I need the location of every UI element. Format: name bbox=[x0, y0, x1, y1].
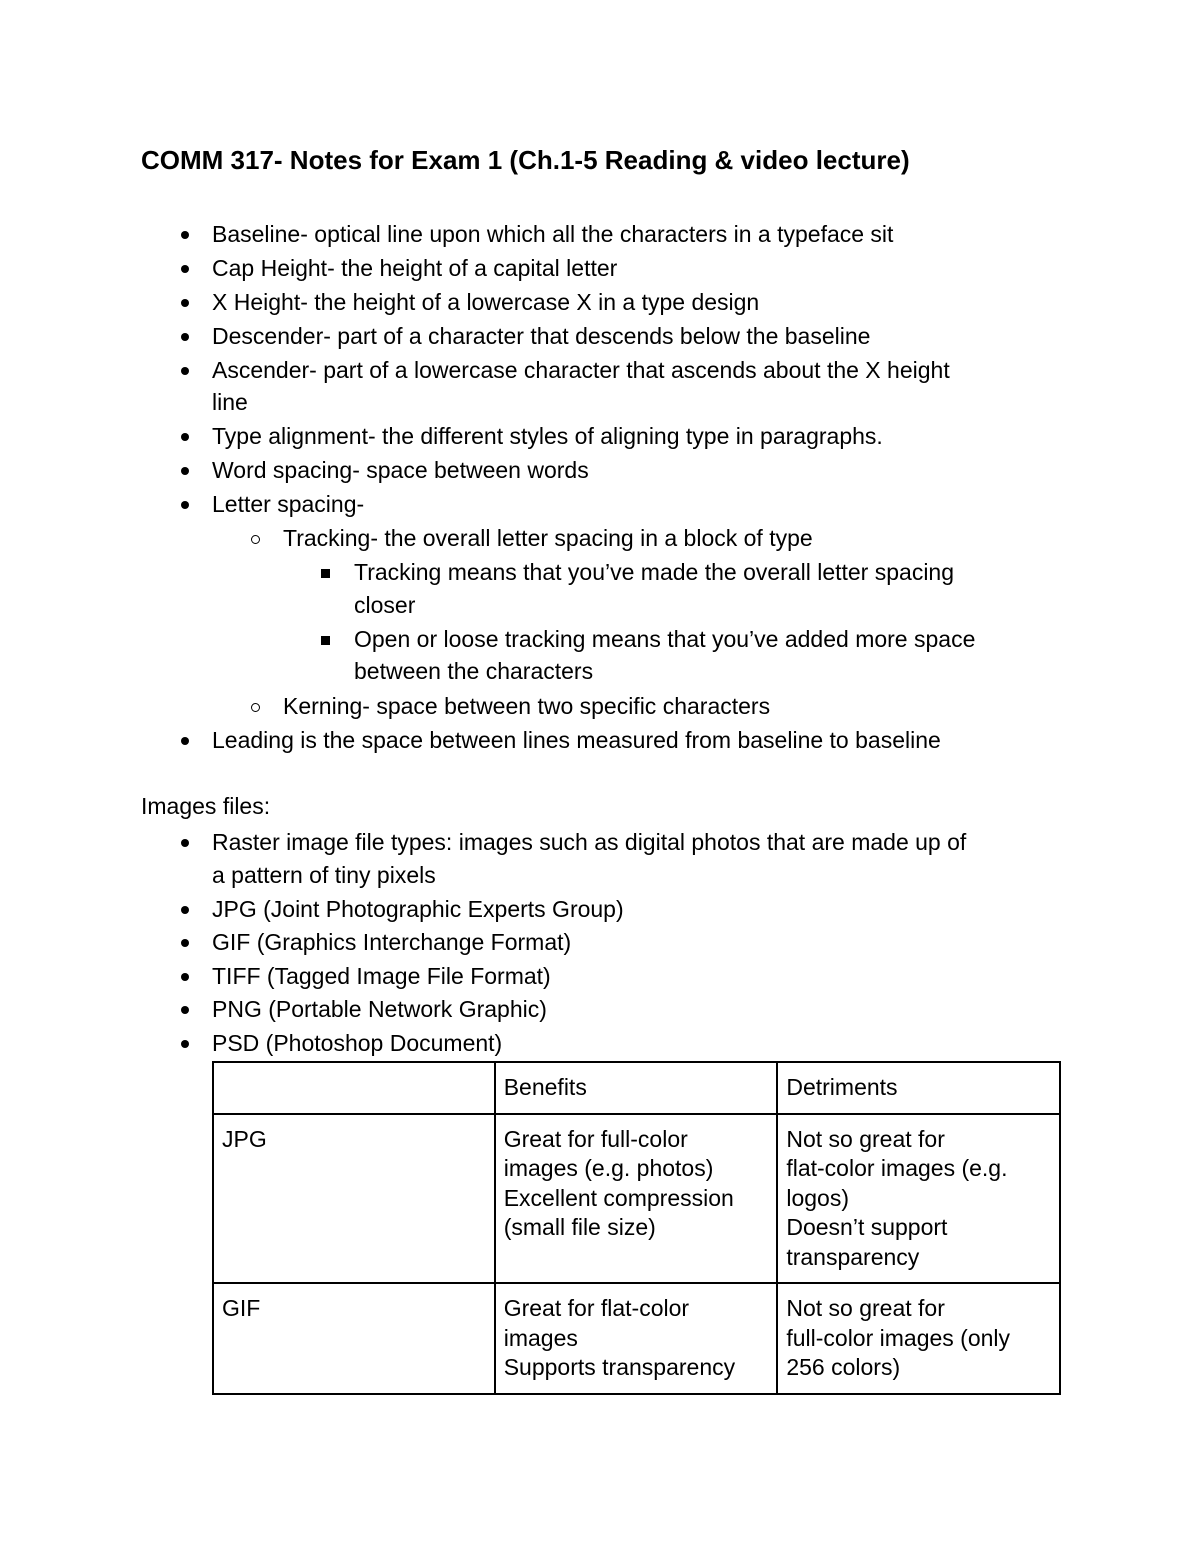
cell-text-line: 256 colors) bbox=[786, 1354, 901, 1380]
note-tiff: TIFF (Tagged Image File Format) bbox=[212, 963, 551, 989]
bullet-disc bbox=[181, 1040, 189, 1048]
bullet-disc bbox=[181, 333, 189, 341]
bullet-disc bbox=[181, 299, 189, 307]
note-png: PNG (Portable Network Graphic) bbox=[212, 996, 547, 1022]
note-ascender: Ascender- part of a lowercase character that ascends about the X height bbox=[212, 357, 950, 383]
table-cell-detriments bbox=[777, 1114, 1060, 1284]
table-header-cell: Benefits bbox=[495, 1062, 778, 1114]
bullet-disc bbox=[181, 367, 189, 375]
cell-text-line: Excellent compression bbox=[503, 1184, 734, 1211]
note-raster-cont: a pattern of tiny pixels bbox=[212, 862, 436, 888]
note-word-spacing: Word spacing- space between words bbox=[212, 457, 589, 483]
note-tracking-closer: Tracking means that you’ve made the overall letter spacing bbox=[354, 559, 955, 585]
table-row bbox=[213, 1114, 1060, 1284]
cell-text-line: (small file size) bbox=[503, 1214, 656, 1240]
table-cell-benefits bbox=[495, 1114, 778, 1284]
cell-text-line: transparency bbox=[786, 1243, 920, 1270]
cell-text-line: Supports transparency bbox=[503, 1354, 736, 1380]
note-baseline: Baseline- optical line upon which all the characters in a typeface sit bbox=[212, 221, 894, 247]
note-leading: Leading is the space between lines measured from baseline to baseline bbox=[212, 727, 941, 753]
cell-text-line: Not so great for bbox=[786, 1125, 945, 1152]
bullet-disc bbox=[181, 906, 189, 914]
bullet-disc bbox=[181, 1006, 189, 1014]
note-ascender-cont: line bbox=[212, 389, 248, 415]
format-comparison-table bbox=[212, 1061, 1061, 1395]
bullet-disc bbox=[181, 737, 189, 745]
bullet-disc bbox=[181, 939, 189, 947]
table-header-cell: Detriments bbox=[777, 1062, 1060, 1114]
table-row bbox=[213, 1283, 1060, 1394]
cell-text-line: Not so great for bbox=[786, 1295, 945, 1321]
cell-text-line: full-color images (only bbox=[786, 1324, 1011, 1351]
bullet-disc bbox=[181, 467, 189, 475]
page-title: COMM 317- Notes for Exam 1 (Ch.1-5 Reading & video lecture) bbox=[141, 145, 910, 175]
note-cap-height: Cap Height- the height of a capital letter bbox=[212, 255, 618, 281]
note-descender: Descender- part of a character that descends below the baseline bbox=[212, 323, 871, 349]
bullet-disc bbox=[181, 265, 189, 273]
bullet-disc bbox=[181, 433, 189, 441]
bullet-circle bbox=[251, 703, 260, 712]
bullet-disc bbox=[181, 231, 189, 239]
cell-text-line: logos) bbox=[786, 1184, 849, 1211]
note-tracking: Tracking- the overall letter spacing in a block of type bbox=[283, 525, 813, 551]
bullet-square bbox=[321, 569, 330, 578]
cell-text-line: Great for full-color bbox=[503, 1125, 688, 1152]
cell-text-line: Doesn’t support bbox=[786, 1214, 948, 1240]
bullet-circle bbox=[251, 535, 260, 544]
table-cell-format: JPG bbox=[213, 1114, 495, 1284]
note-letter-spacing: Letter spacing- bbox=[212, 491, 365, 517]
table-cell-format: GIF bbox=[213, 1283, 495, 1394]
note-psd: PSD (Photoshop Document) bbox=[212, 1030, 503, 1056]
bullet-disc bbox=[181, 839, 189, 847]
images-section-label: Images files: bbox=[141, 793, 271, 819]
note-type-alignment: Type alignment- the different styles of aligning type in paragraphs. bbox=[212, 423, 883, 449]
note-x-height: X Height- the height of a lowercase X in a type design bbox=[212, 289, 760, 315]
cell-text-line: images bbox=[503, 1324, 578, 1351]
note-kerning: Kerning- space between two specific characters bbox=[283, 693, 771, 719]
bullet-square bbox=[321, 636, 330, 645]
note-open-tracking-cont: between the characters bbox=[354, 658, 594, 684]
table-header-cell bbox=[213, 1062, 495, 1114]
cell-text-line: flat-color images (e.g. bbox=[786, 1155, 1008, 1181]
note-open-tracking: Open or loose tracking means that you’ve added more space bbox=[354, 626, 976, 652]
bullet-disc bbox=[181, 501, 189, 509]
note-raster: Raster image file types: images such as digital photos that are made up of bbox=[212, 829, 967, 855]
note-gif: GIF (Graphics Interchange Format) bbox=[212, 929, 572, 955]
cell-text-line: images (e.g. photos) bbox=[503, 1155, 714, 1181]
cell-text-line: Great for flat-color bbox=[503, 1295, 690, 1321]
note-tracking-closer-cont: closer bbox=[354, 592, 416, 618]
note-jpg: JPG (Joint Photographic Experts Group) bbox=[212, 896, 624, 922]
table-cell-benefits bbox=[495, 1283, 778, 1394]
table-cell-detriments bbox=[777, 1283, 1060, 1394]
table-header-row bbox=[213, 1062, 1060, 1114]
bullet-disc bbox=[181, 973, 189, 981]
